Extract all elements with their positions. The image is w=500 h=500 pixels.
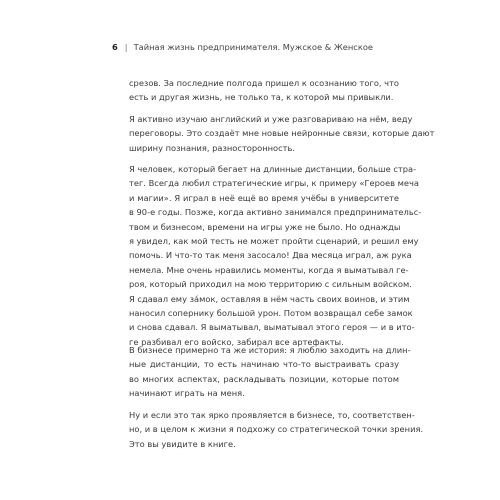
text-line: и снова сдавал. Я выматывал, выматывал этого героя — и в ито-	[129, 322, 415, 333]
text-line: ге разбивал его войско, забирал все артефакты.	[129, 336, 344, 347]
page-number: 6	[112, 42, 118, 52]
text-line: есть и другая жизнь, не только та, к которой мы привыкли.	[129, 92, 394, 103]
text-line: и магии». Я играл в неё ещё во время учёбы в университете	[129, 192, 399, 203]
text-line: твом и бизнесом, времени на игры уже не было. Но однажды	[129, 221, 401, 232]
paragraph-2	[129, 112, 435, 155]
header-separator: |	[124, 42, 128, 52]
text-line: переговоры. Это создаёт мне новые нейронные связи, которые дают	[129, 128, 435, 139]
text-line: Я человек, который бегает на длинные дистанции, больше стра-	[129, 164, 417, 174]
text-line: Я сдавал ему за́мок, оставляя в нём часть своих воинов, и этим	[129, 293, 410, 304]
text-line: я увидел, как мой тесть не может пройти сценарий, и решил ему	[129, 235, 419, 246]
text-line: немела. Мне очень нравились моменты, когда я выматывал ге-	[129, 264, 409, 275]
text-line: помочь. И что-то так меня засосало! Два месяца играл, аж рука	[129, 250, 412, 261]
text-line: ширину познания, разносторонность.	[129, 142, 296, 153]
text-line: в 90-е годы. Позже, когда активно занимался предпринимательс-	[129, 207, 422, 218]
text-line: роя, который приходил на мою территорию с сильным войском.	[129, 279, 412, 290]
text-line: В бизнесе примерно та же история: я люблю заходить на длин-	[129, 345, 411, 355]
text-line: Ну и если это так ярко проявляется в бизнесе, то, соответствен-	[129, 410, 415, 420]
text-line: наносил сопернику большой урон. Потом возвращал себе замок	[129, 307, 413, 318]
text-line: Это вы увидите в книге.	[129, 438, 236, 449]
paragraph-4	[129, 343, 411, 401]
text-line: ные дистанции, то есть начинаю что-то выстраивать сразу	[129, 359, 399, 370]
paragraph-3	[129, 162, 422, 349]
text-line: тег. Всегда любил стратегические игры, к примеру «Героев меча	[129, 178, 419, 189]
paragraph-5	[129, 408, 424, 451]
text-line: срезов. За последние полгода пришел к осознанию того, что	[129, 78, 399, 88]
paragraph-1	[129, 76, 399, 105]
text-line: но, и в целом к жизни я подхожу со стратегической точки зрения.	[129, 424, 424, 435]
running-header	[112, 40, 373, 54]
text-line: Я активно изучаю английский и уже разговариваю на нём, веду	[129, 114, 413, 124]
text-line: во многих аспектах, раскладывать позиции, которые потом	[129, 373, 399, 384]
running-title: Тайная жизнь предпринимателя. Мужское & Женское	[133, 42, 374, 52]
text-line: начинают играть на меня.	[129, 388, 245, 399]
